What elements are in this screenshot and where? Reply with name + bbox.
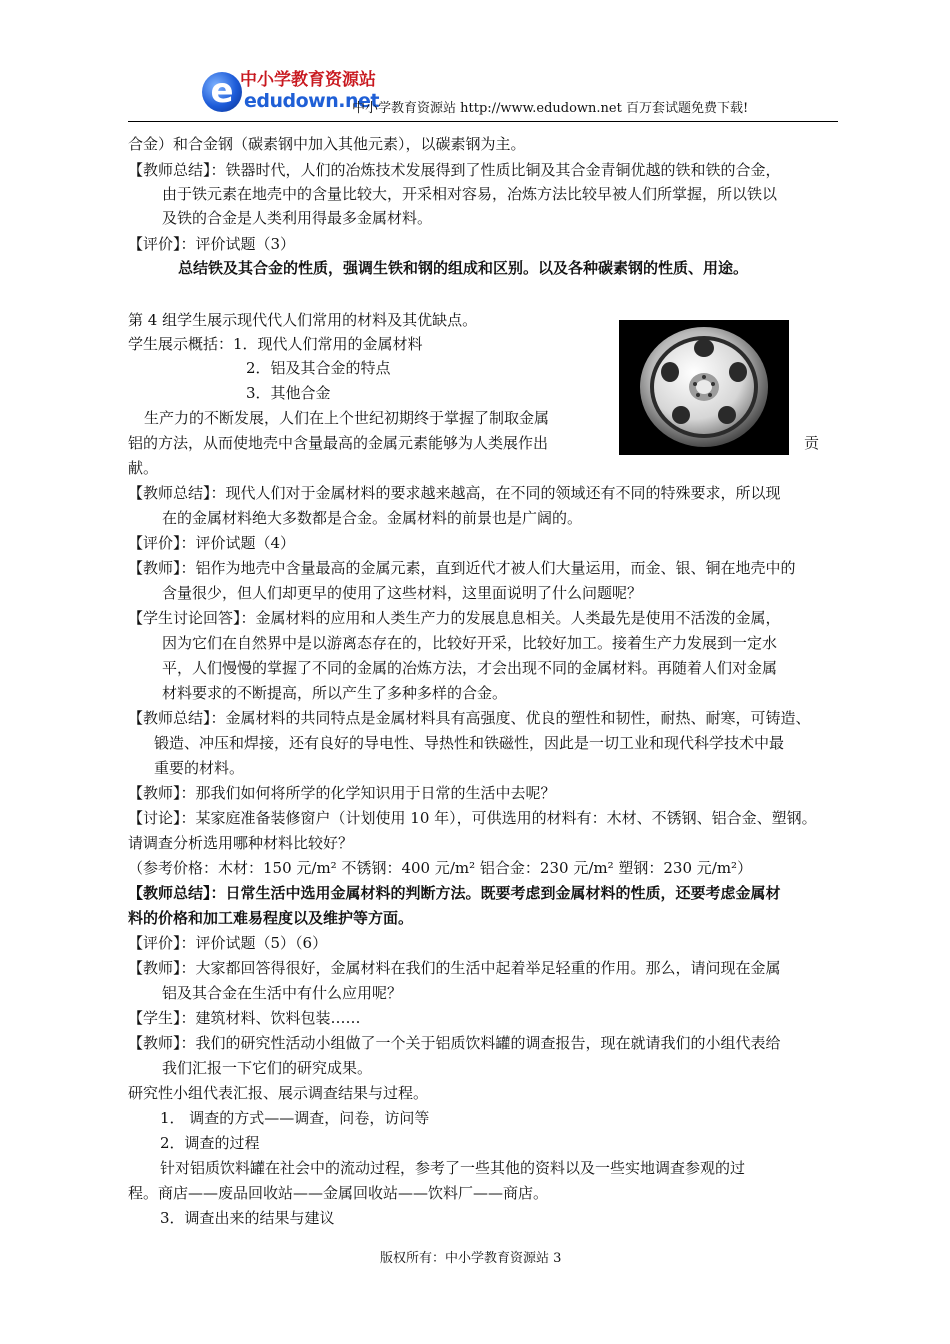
body-line: 我们汇报一下它们的研究成果。 [162, 1059, 373, 1077]
body-line: 【教师】：我们的研究性活动小组做了一个关于铝质饮料罐的调查报告，现在就请我们的小组代表给 [128, 1034, 781, 1052]
body-line: 【教师】：那我们如何将所学的化学知识用于日常的生活中去呢？ [128, 784, 556, 802]
body-line: 【学生】：建筑材料、饮料包装…… [128, 1009, 361, 1027]
body-line: 【教师总结】：现代人们对于金属材料的要求越来越高，在不同的领域还有不同的特殊要求，所以现 [128, 484, 781, 502]
body-line: 由于铁元素在地壳中的含量比较大，开采相对容易，冶炼方法比较早被人们所掌握，所以铁以 [162, 185, 778, 203]
body-line: 3．其他合金 [246, 384, 331, 402]
body-line: 【教师总结】：金属材料的共同特点是金属材料具有高强度、优良的塑性和韧性，耐热、耐寒，可铸造、 [128, 709, 811, 727]
body-line: 铝及其合金在生活中有什么应用呢？ [162, 984, 403, 1002]
logo-e-icon: e [202, 72, 242, 112]
body-line: 第 4 组学生展示现代代人们常用的材料及其优缺点。 [128, 311, 478, 329]
body-line: 【教师】：大家都回答得很好，金属材料在我们的生活中起着举足轻重的作用。那么，请问现在金属 [128, 959, 781, 977]
list-item: 1． 调查的方式——调查，问卷，访问等 [160, 1109, 430, 1127]
body-line: 及铁的合金是人类利用得最多金属材料。 [162, 209, 433, 227]
body-line: 请调查分析选用哪种材料比较好？ [128, 834, 354, 852]
page-footer: 版权所有：中小学教育资源站 3 [380, 1251, 562, 1266]
body-line: 2．铝及其合金的特点 [246, 359, 391, 377]
body-line: 针对铝质饮料罐在社会中的流动过程，参考了一些其他的资料以及一些实地调查参观的过 [160, 1159, 746, 1177]
body-line: 研究性小组代表汇报、展示调查结果与过程。 [128, 1084, 429, 1102]
body-line: 含量很少，但人们却更早的使用了这些材料，这里面说明了什么问题呢？ [162, 584, 643, 602]
body-line: 献。 [128, 459, 159, 477]
body-line: 贡 [804, 434, 820, 452]
logo-chinese-text: 中小学教育资源站 [240, 70, 376, 90]
site-logo[interactable] [202, 68, 379, 116]
list-item: 2．调查的过程 [160, 1134, 260, 1152]
header-site-text: 中小学教育资源站 http://www.edudown.net 百万套试题免费下载! [352, 101, 749, 116]
bold-summary-line: 总结铁及其合金的性质，强调生铁和钢的组成和区别。以及各种碳素钢的性质、用途。 [178, 259, 749, 277]
body-line: 【评价】：评价试题（3） [128, 235, 296, 253]
header-divider [128, 121, 838, 122]
body-line: 材料要求的不断提高，所以产生了多种多样的合金。 [162, 684, 508, 702]
body-line: 铝的方法，从而使地壳中含量最高的金属元素能够为人类展作出 [128, 434, 549, 452]
body-line: 重要的材料。 [154, 759, 245, 777]
body-line: 合金）和合金钢（碳素钢中加入其他元素），以碳素钢为主。 [128, 135, 526, 153]
wheel-image [619, 320, 789, 455]
body-line: 因为它们在自然界中是以游离态存在的，比较好开采，比较好加工。接着生产力发展到一定水 [162, 634, 778, 652]
list-item: 3．调查出来的结果与建议 [160, 1209, 335, 1227]
body-line: 在的金属材料绝大多数都是合金。金属材料的前景也是广阔的。 [162, 509, 583, 527]
body-line: 【评价】：评价试题（4） [128, 534, 296, 552]
bold-summary-line: 料的价格和加工难易程度以及维护等方面。 [128, 909, 414, 927]
body-line: 程。商店——废品回收站——金属回收站——饮料厂——商店。 [128, 1184, 549, 1202]
body-line: 平，人们慢慢的掌握了不同的金属的冶炼方法，才会出现不同的金属材料。再随着人们对金属 [162, 659, 778, 677]
body-line: 锻造、冲压和焊接，还有良好的导电性、导热性和铁磁性，因此是一切工业和现代科学技术中最 [154, 734, 785, 752]
body-line: 【教师】：铝作为地壳中含量最高的金属元素，直到近代才被人们大量运用，而金、银、铜在地壳中的 [128, 559, 796, 577]
bold-summary-line: 【教师总结】：日常生活中选用金属材料的判断方法。既要考虑到金属材料的性质，还要考虑金属材 [128, 884, 781, 902]
logo-english-text: edudown.net [244, 90, 379, 112]
wheel-icon [619, 320, 789, 455]
price-reference-line: （参考价格：木材：150 元/m² 不锈钢：400 元/m² 铝合金：230 元/m² 塑钢：230 元/m²） [128, 859, 753, 877]
body-line: 【讨论】：某家庭准备装修窗户（计划使用 10 年），可供选用的材料有：木材、不锈钢、铝合金、塑钢。 [128, 809, 817, 827]
body-line: 生产力的不断发展，人们在上个世纪初期终于掌握了制取金属 [144, 409, 550, 427]
body-line: 【评价】：评价试题（5）（6） [128, 934, 328, 952]
body-line: 【教师总结】：铁器时代，人们的冶炼技术发展得到了性质比铜及其合金青铜优越的铁和铁的合金， [128, 161, 781, 179]
body-line: 学生展示概括：1．现代人们常用的金属材料 [128, 335, 423, 353]
body-line: 【学生讨论回答】：金属材料的应用和人类生产力的发展息息相关。人类最先是使用不活泼的金属， [128, 609, 781, 627]
